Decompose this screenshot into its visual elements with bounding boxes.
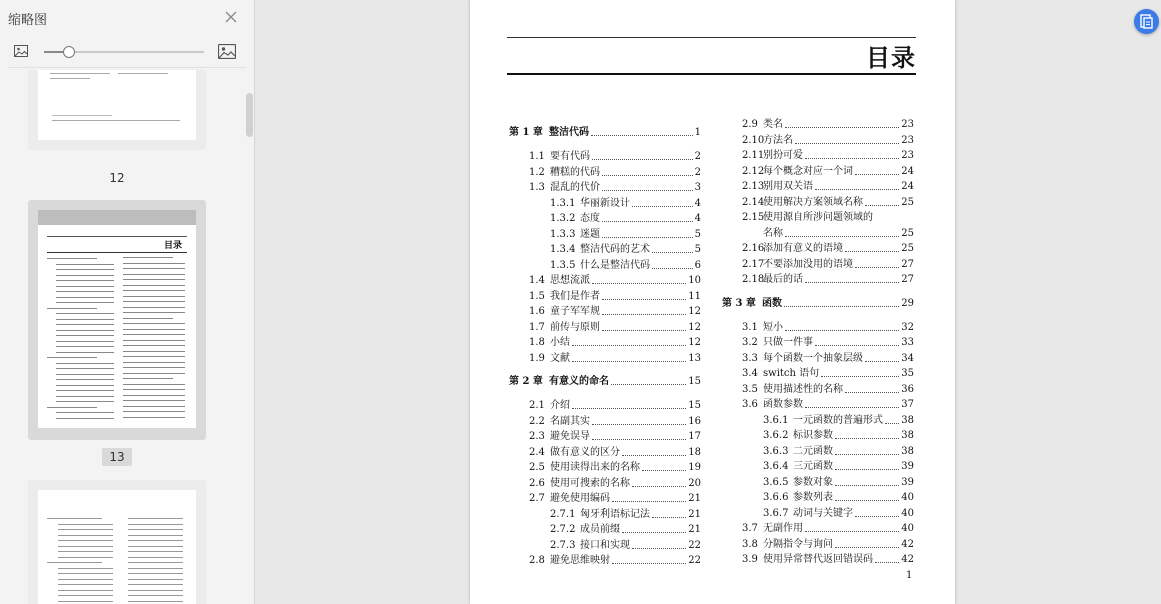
toc-number: 3.4 <box>742 368 758 379</box>
toc-title: 最后的话 <box>763 274 803 285</box>
toc-number: 1.3.4 <box>550 244 576 255</box>
toc-number: 1.3.1 <box>550 197 576 209</box>
toc-leader <box>845 251 899 252</box>
toc-number: 1.3.5 <box>550 259 576 271</box>
toc-entry[interactable] <box>722 258 914 272</box>
toc-entry[interactable] <box>722 297 914 311</box>
toc-page-number: 39 <box>901 476 914 488</box>
toc-leader <box>632 548 686 549</box>
toc-number: 3.9 <box>742 554 758 565</box>
toc-number: 2.15 <box>742 212 765 223</box>
toc-number: 2.16 <box>742 243 765 254</box>
toc-number: 3.6.5 <box>763 476 789 488</box>
toc-entry[interactable] <box>722 149 914 163</box>
toc-page-number: 39 <box>901 461 914 472</box>
thumbnail-page-12[interactable] <box>28 70 206 150</box>
toc-title: 名副其实 <box>550 415 590 427</box>
toc-leader <box>835 438 899 439</box>
toc-title: 小结 <box>550 337 570 348</box>
toc-entry[interactable] <box>509 243 701 257</box>
toc-entry[interactable] <box>509 375 701 389</box>
header-rule-thick <box>507 73 916 75</box>
toc-leader <box>821 376 899 377</box>
toc-page-number: 40 <box>901 492 914 503</box>
toc-title: 二元函数 <box>793 445 833 457</box>
toc-number: 2.9 <box>742 119 758 130</box>
toc-title: 别用双关语 <box>763 181 813 192</box>
toc-page-number: 32 <box>901 321 914 333</box>
toc-leader <box>835 547 899 548</box>
page-number: 1 <box>906 570 913 581</box>
toc-leader <box>805 407 899 408</box>
toc-leader <box>572 361 686 362</box>
toc-page-number: 4 <box>694 197 701 209</box>
document-view[interactable] <box>255 0 1161 604</box>
image-small-icon[interactable] <box>14 45 28 57</box>
toc-page-number: 27 <box>901 258 914 270</box>
toc-leader <box>835 500 899 501</box>
toc-page-number: 15 <box>688 376 701 387</box>
toc-page-number: 42 <box>901 538 914 550</box>
toc-title: 避免使用编码 <box>550 493 610 504</box>
toc-entry[interactable] <box>509 539 701 553</box>
toc-page-number: 18 <box>688 446 701 458</box>
toc-page-number: 13 <box>688 352 701 364</box>
toc-page-number: 24 <box>901 165 914 177</box>
toc-entry[interactable] <box>509 166 701 180</box>
toc-number: 1.3 <box>529 182 545 193</box>
toc-leader <box>845 392 899 393</box>
toc-leader <box>652 252 693 253</box>
toc-entry[interactable] <box>509 336 701 350</box>
toc-number: 第 1 章 <box>509 127 543 138</box>
toc-leader <box>784 306 899 307</box>
toc-number: 第 2 章 <box>509 376 543 387</box>
toc-leader <box>602 299 686 300</box>
toc-leader <box>591 135 693 136</box>
toc-entry[interactable] <box>509 492 701 506</box>
toc-leader <box>602 330 686 331</box>
toc-leader <box>885 423 899 424</box>
thumbnail-page-image <box>38 70 196 140</box>
toc-number: 1.9 <box>529 352 545 364</box>
toc-page-number: 12 <box>688 306 701 317</box>
toc-entry[interactable] <box>722 211 914 225</box>
toc-entry[interactable] <box>509 415 701 429</box>
toc-number: 3.6.2 <box>763 430 789 441</box>
toc-entry[interactable] <box>722 196 914 210</box>
toc-entry[interactable] <box>509 212 701 226</box>
toc-leader <box>602 221 693 222</box>
toc-page-number: 35 <box>901 368 914 379</box>
toc-number: 2.1 <box>529 400 545 411</box>
thumbnail-sidebar <box>0 0 255 604</box>
toc-entry[interactable] <box>722 367 914 381</box>
toc-number: 3.6.7 <box>763 507 789 519</box>
toc-entry[interactable] <box>509 523 701 537</box>
image-large-icon[interactable] <box>218 44 236 59</box>
toc-title: 三元函数 <box>793 461 833 472</box>
toc-entry[interactable] <box>722 476 914 490</box>
toc-entry[interactable] <box>722 273 914 287</box>
toc-title: 整洁代码的艺术 <box>580 244 650 255</box>
toc-page-number: 38 <box>901 445 914 457</box>
toc-page-number: 10 <box>688 275 701 286</box>
toc-title: 方法名 <box>763 134 793 146</box>
toc-entry[interactable] <box>722 352 914 366</box>
toc-number: 3.2 <box>742 337 758 348</box>
toc-leader <box>652 268 693 269</box>
toc-leader <box>855 174 899 175</box>
toc-leader <box>572 345 686 346</box>
toc-entry[interactable] <box>509 352 701 366</box>
toc-title: 函数 <box>762 297 782 309</box>
toc-entry[interactable] <box>722 242 914 256</box>
toc-entry[interactable] <box>509 446 701 460</box>
toc-entry[interactable] <box>509 150 701 164</box>
toc-leader <box>875 562 899 563</box>
toc-title: 华丽新设计 <box>580 197 630 209</box>
toc-page-number: 25 <box>901 243 914 254</box>
toc-number: 3.7 <box>742 523 758 534</box>
document-page <box>470 0 955 604</box>
toc-number: 2.14 <box>742 196 765 208</box>
toc-entry[interactable] <box>509 181 701 195</box>
toc-number: 2.4 <box>529 446 545 458</box>
toc-number: 2.10 <box>742 134 765 146</box>
toc-page-number: 21 <box>688 508 701 520</box>
toc-leader <box>592 159 693 160</box>
toc-page-number: 1 <box>694 127 701 138</box>
toc-entry[interactable] <box>722 134 914 148</box>
toc-number: 3.8 <box>742 538 758 550</box>
toc-title: 混乱的代价 <box>550 182 600 193</box>
toc-entry[interactable] <box>509 259 701 273</box>
toc-number: 1.1 <box>529 151 545 162</box>
toc-page-number: 40 <box>901 507 914 519</box>
toc-entry[interactable] <box>722 538 914 552</box>
toc-number: 1.4 <box>529 275 545 286</box>
toc-page-number: 20 <box>688 477 701 489</box>
toc-title: 添加有意义的语境 <box>763 243 843 254</box>
thumbnail-title: 目录 <box>164 241 183 251</box>
toc-title: 态度 <box>580 213 600 224</box>
toc-entry[interactable] <box>722 118 914 132</box>
toc-number: 2.12 <box>742 165 765 177</box>
toc-page-number: 34 <box>901 352 914 364</box>
toc-number: 2.13 <box>742 181 765 192</box>
document-convert-icon <box>1134 9 1159 34</box>
toc-title: 名称 <box>763 227 783 239</box>
toc-leader <box>622 532 686 533</box>
toc-title: 匈牙利语标记法 <box>580 508 650 520</box>
toc-entry[interactable] <box>722 445 914 459</box>
toc-page-number: 22 <box>688 539 701 551</box>
toc-leader <box>572 408 686 409</box>
toc-title: 介绍 <box>550 400 570 411</box>
toc-title: 使用源自所涉问题领域的 <box>763 212 873 223</box>
toc-page-number: 38 <box>901 414 914 426</box>
toc-entry[interactable] <box>722 383 914 397</box>
toc-title: 动词与关键字 <box>793 507 853 519</box>
toc-leader <box>622 455 686 456</box>
toc-entry[interactable] <box>722 553 914 567</box>
zoom-slider[interactable] <box>44 51 204 53</box>
toc-leader <box>785 330 899 331</box>
toc-number: 3.6 <box>742 399 758 410</box>
toc-number: 2.7.1 <box>550 508 576 520</box>
toc-number: 2.18 <box>742 274 765 285</box>
toc-page-number: 40 <box>901 523 914 534</box>
toc-title: 要有代码 <box>550 151 590 162</box>
toc-leader <box>785 236 899 237</box>
toc-number: 2.2 <box>529 415 545 427</box>
toc-leader <box>632 486 686 487</box>
toc-number: 3.6.1 <box>763 414 789 426</box>
toc-page-number: 16 <box>688 415 701 427</box>
close-icon[interactable] <box>224 10 238 24</box>
toc-title: switch 语句 <box>763 368 820 379</box>
toc-title: 每个概念对应一个词 <box>763 165 853 177</box>
toc-page-number: 21 <box>688 493 701 504</box>
sidebar-scrollbar[interactable] <box>246 93 253 137</box>
toc-page-number: 36 <box>901 383 914 395</box>
toc-number: 2.7.3 <box>550 539 576 551</box>
toc-leader <box>602 190 693 191</box>
toc-page-number: 37 <box>901 399 914 410</box>
toc-page-number: 29 <box>901 297 914 309</box>
toc-page-number: 2 <box>694 166 701 178</box>
toc-leader <box>855 267 899 268</box>
toc-entry[interactable] <box>722 227 914 241</box>
toc-title: 有意义的命名 <box>549 376 609 387</box>
toc-entry[interactable] <box>509 461 701 475</box>
toc-title: 使用异常替代返回错误码 <box>763 554 873 565</box>
toc-page-number: 3 <box>694 182 701 193</box>
toc-page-number: 17 <box>688 431 701 442</box>
toc-entry[interactable] <box>509 430 701 444</box>
toc-number: 3.6.6 <box>763 492 789 503</box>
toc-entry[interactable] <box>722 321 914 335</box>
toc-entry[interactable] <box>722 460 914 474</box>
toc-page-number: 12 <box>688 321 701 333</box>
floating-action-button[interactable] <box>1134 9 1159 34</box>
toc-number: 1.8 <box>529 337 545 348</box>
toc-entry[interactable] <box>509 477 701 491</box>
toc-entry[interactable] <box>509 508 701 522</box>
toc-page-number: 5 <box>694 228 701 240</box>
toc-entry[interactable] <box>509 197 701 211</box>
toc-entry[interactable] <box>509 126 701 140</box>
toc-entry[interactable] <box>509 290 701 304</box>
toc-leader <box>612 501 686 502</box>
toc-title: 我们是作者 <box>550 290 600 302</box>
toc-number: 3.6.3 <box>763 445 789 457</box>
toc-page-number: 21 <box>688 524 701 535</box>
toc-leader <box>602 175 693 176</box>
thumbnail-label[interactable]: 12 <box>109 171 125 185</box>
toc-number: 3.6.4 <box>763 461 789 472</box>
toc-leader <box>592 439 686 440</box>
toc-number: 3.3 <box>742 352 758 364</box>
toc-title: 避免思维映射 <box>550 555 610 566</box>
toc-entry[interactable] <box>722 398 914 412</box>
toc-entry[interactable] <box>509 321 701 335</box>
toc-title: 参数列表 <box>793 492 833 503</box>
toc-leader <box>602 314 686 315</box>
toc-number: 第 3 章 <box>722 297 756 309</box>
toc-number: 2.8 <box>529 555 545 566</box>
toc-page-number: 5 <box>694 244 701 255</box>
toc-number: 1.5 <box>529 290 545 302</box>
toc-entry[interactable] <box>509 274 701 288</box>
toc-title: 短小 <box>763 321 783 333</box>
toc-number: 2.3 <box>529 431 545 442</box>
toc-entry[interactable] <box>722 336 914 350</box>
toc-title: 每个函数一个抽象层级 <box>763 352 863 364</box>
toc-page-number: 12 <box>688 337 701 348</box>
toc-title: 什么是整洁代码 <box>580 259 650 271</box>
toc-number: 2.7.2 <box>550 524 576 535</box>
toc-title: 参数对象 <box>793 476 833 488</box>
toc-page-number: 19 <box>688 462 701 473</box>
toc-page-number: 42 <box>901 554 914 565</box>
sidebar-title: 缩略图 <box>8 13 48 28</box>
toc-number: 3.5 <box>742 383 758 395</box>
sidebar-divider <box>8 67 246 68</box>
toc-page-number: 4 <box>694 213 701 224</box>
toc-entry[interactable] <box>509 228 701 242</box>
toc-number: 1.7 <box>529 321 545 333</box>
toc-number: 1.3.3 <box>550 228 576 240</box>
thumbnail-page-image <box>38 210 196 428</box>
toc-leader <box>592 283 686 284</box>
thumbnail-label[interactable]: 13 <box>102 448 132 466</box>
toc-title: 分隔指令与询问 <box>763 538 833 550</box>
toc-title: 前传与原则 <box>550 321 600 333</box>
toc-title: 做有意义的区分 <box>550 446 620 458</box>
toc-page-number: 38 <box>901 430 914 441</box>
toc-leader <box>602 237 693 238</box>
toc-page-number: 23 <box>901 134 914 146</box>
toc-leader <box>592 424 686 425</box>
toc-title: 函数参数 <box>763 399 803 410</box>
toc-page-number: 15 <box>688 400 701 411</box>
thumbnail-page-13[interactable] <box>28 200 206 440</box>
toc-page-number: 6 <box>694 259 701 271</box>
toc-number: 1.6 <box>529 306 545 317</box>
toc-title: 整洁代码 <box>549 127 589 138</box>
toc-entry[interactable] <box>509 554 701 568</box>
toc-page-number: 23 <box>901 119 914 130</box>
page-title: 目录 <box>866 43 916 72</box>
toc-leader <box>785 127 899 128</box>
toc-page-number: 22 <box>688 555 701 566</box>
toc-number: 2.11 <box>742 150 765 161</box>
toc-number: 2.17 <box>742 258 765 270</box>
toc-title: 文献 <box>550 352 570 364</box>
thumbnail-list[interactable] <box>0 70 244 604</box>
toc-entry[interactable] <box>509 399 701 413</box>
toc-entry[interactable] <box>509 305 701 319</box>
toc-entry[interactable] <box>722 507 914 521</box>
toc-leader <box>815 345 899 346</box>
toc-entry[interactable] <box>722 165 914 179</box>
toc-title: 标识参数 <box>793 430 833 441</box>
toc-entry[interactable] <box>722 429 914 443</box>
toc-page-number: 11 <box>688 290 701 302</box>
toc-title: 避免误导 <box>550 431 590 442</box>
zoom-slider-thumb[interactable] <box>63 46 75 58</box>
toc-leader <box>642 470 686 471</box>
toc-leader <box>815 189 899 190</box>
toc-number: 1.3.2 <box>550 213 576 224</box>
toc-title: 使用读得出来的名称 <box>550 462 640 473</box>
toc-leader <box>835 485 899 486</box>
toc-page-number: 23 <box>901 150 914 161</box>
toc-leader <box>611 384 686 385</box>
toc-leader <box>652 517 686 518</box>
toc-page-number: 24 <box>901 181 914 192</box>
toc-page-number: 25 <box>901 227 914 239</box>
toc-page-number: 27 <box>901 274 914 285</box>
toc-title: 别扮可爱 <box>763 150 803 161</box>
toc-title: 接口和实现 <box>580 539 630 551</box>
toc-title: 类名 <box>763 119 783 130</box>
toc-title: 使用描述性的名称 <box>763 383 843 395</box>
toc-number: 2.7 <box>529 493 545 504</box>
toc-leader <box>855 516 899 517</box>
toc-leader <box>632 206 693 207</box>
toc-title: 糟糕的代码 <box>550 166 600 178</box>
toc-entry[interactable] <box>722 180 914 194</box>
toc-leader <box>805 158 899 159</box>
toc-leader <box>835 454 899 455</box>
toc-entry[interactable] <box>722 522 914 536</box>
toc-leader <box>612 563 686 564</box>
toc-leader <box>835 469 899 470</box>
header-rule <box>507 37 916 38</box>
toc-page-number: 2 <box>694 151 701 162</box>
thumbnail-page-image <box>38 490 196 604</box>
toc-title: 一元函数的普遍形式 <box>793 414 883 426</box>
toc-number: 1.2 <box>529 166 545 178</box>
toc-title: 使用解决方案领域名称 <box>763 196 863 208</box>
toc-page-number: 25 <box>901 196 914 208</box>
toc-leader <box>865 205 899 206</box>
toc-title: 无副作用 <box>763 523 803 534</box>
toc-title: 思想流派 <box>550 275 590 286</box>
toc-leader <box>865 361 899 362</box>
toc-number: 2.5 <box>529 462 545 473</box>
toc-entry[interactable] <box>722 414 914 428</box>
toc-leader <box>795 143 899 144</box>
toc-number: 2.6 <box>529 477 545 489</box>
thumbnail-page-14[interactable] <box>28 480 206 604</box>
toc-entry[interactable] <box>722 491 914 505</box>
toc-title: 成员前缀 <box>580 524 620 535</box>
toc-title: 童子军军规 <box>550 306 600 317</box>
toc-leader <box>805 282 899 283</box>
toc-leader <box>805 531 899 532</box>
toc-title: 迷题 <box>580 228 600 240</box>
toc-page-number: 33 <box>901 337 914 348</box>
toc-title: 只做一件事 <box>763 337 813 348</box>
toc-number: 3.1 <box>742 321 758 333</box>
toc-title: 使用可搜索的名称 <box>550 477 630 489</box>
toc-title: 不要添加没用的语境 <box>763 258 853 270</box>
